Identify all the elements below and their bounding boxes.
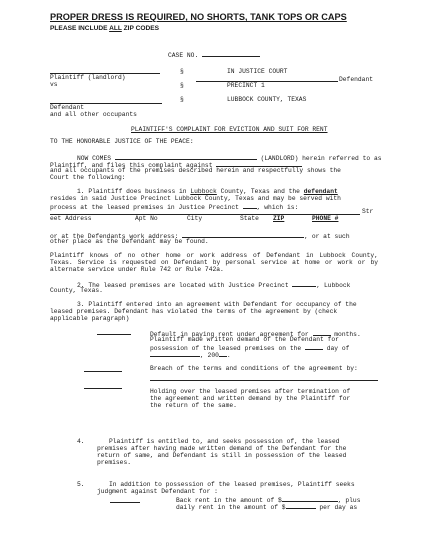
plaintiff-label: Plaintiff (landlord) — [50, 74, 126, 81]
back-rent-amount-field[interactable] — [282, 495, 338, 502]
option-breach-check[interactable] — [84, 371, 122, 372]
occupants-label: and all other occupants — [50, 111, 137, 118]
defendant-right-line[interactable] — [196, 81, 338, 82]
para2-line-1: 2. The leased premises are located with Justice Precinct , Lubbock — [77, 282, 351, 289]
daily-rent-amount-field[interactable] — [286, 502, 316, 509]
option-holdover-check[interactable] — [84, 388, 122, 389]
option-holdover-line-3: the return of the same. — [150, 402, 237, 409]
complaint-title: PLAINTIFF'S COMPLAINT FOR EVICTION AND SUIT FOR RENT — [131, 126, 328, 133]
para3-line-3: applicable paragraph) — [50, 315, 130, 322]
para5-line-2: judgment against Defendant for : — [97, 488, 218, 495]
defendant-label: Defendant — [50, 104, 85, 111]
para1-line-3: process at the leased premises in Justice Precinct , which is: — [50, 204, 299, 211]
para4-line-3: return of same, and Defendant is still in possession of the leased — [97, 452, 347, 459]
salutation: TO THE HONORABLE JUSTICE OF THE PEACE: — [50, 138, 194, 145]
precinct-field[interactable] — [243, 202, 257, 209]
para1-line-1: 1. Plaintiff does business in Lubbock County, Texas and the defendant — [77, 188, 338, 195]
address-label-str: Str — [362, 208, 374, 215]
work-address-field[interactable] — [182, 231, 304, 238]
year-field[interactable] — [219, 350, 227, 357]
section-mark: § — [180, 68, 184, 75]
back-rent-check[interactable] — [110, 502, 140, 503]
address-col-state: State — [240, 215, 259, 222]
defendant-right-label: Defendant — [339, 76, 374, 83]
address-col-street: eet Address — [50, 215, 92, 222]
option-default-check[interactable] — [97, 334, 131, 335]
court-line-3: LUBBOCK COUNTY, TEXAS — [227, 96, 307, 103]
breach-details-line[interactable] — [150, 380, 378, 381]
address-col-apt: Apt No — [135, 215, 158, 222]
precinct-field-2[interactable] — [292, 280, 316, 287]
option-holdover-line-2: the agreement and written demand by the Plaintiff for — [150, 395, 351, 402]
para4-num: 4. — [77, 438, 85, 445]
option-holdover-line-1: Holding over the leased premises after termination of — [150, 388, 351, 395]
para4-line-4: premises. — [97, 459, 132, 466]
page-subheading: PLEASE INCLUDE ALL ZIP CODES — [50, 25, 160, 32]
option-default-line-1: Default in paying rent under agreement for months. — [150, 331, 361, 338]
work-address-line-1: or at the Defendants work address: , or at such — [50, 233, 350, 240]
landlord-name-field[interactable] — [115, 153, 257, 160]
para5-line-1: In addition to possession of the leased premises, Plaintiff seeks — [109, 481, 355, 488]
option-default-line-2: Plaintiff made written demand of the Defendant for — [150, 336, 339, 343]
court-line-1: IN JUSTICE COURT — [227, 68, 288, 75]
option-default-line-3: possession of the leased premises on the day of — [150, 345, 350, 352]
para4-line-1: Plaintiff is entitled to, and seeks possession of, the leased — [109, 438, 340, 445]
para5-num: 5. — [77, 481, 85, 488]
option-breach-line: Breach of the terms and conditions of the agreement by: — [150, 365, 358, 372]
intro-line-4: Court the following: — [50, 174, 126, 181]
vs-label: vs — [50, 81, 58, 88]
para3-line-2: leased premises. Defendant has violated the terms of the agreement by (check — [50, 308, 338, 315]
work-address-line-2: other place as the Defendant may be found. — [50, 238, 209, 245]
option-default-line-4: , 200 . — [150, 350, 231, 359]
day-field[interactable] — [305, 343, 323, 350]
page-heading: PROPER DRESS IS REQUIRED, NO SHORTS, TANK TOPS OR CAPS — [50, 12, 347, 22]
para3-line-1: 3. Plaintiff entered into an agreement with Defendant for occupancy of the — [77, 301, 357, 308]
para1-line-2: resides in said Justice Precinct Lubbock County, Texas and may be served with — [50, 195, 341, 202]
para4-line-2: premises after having made written demand of the Defendant for the — [97, 445, 347, 452]
daily-rent-line: daily rent in the amount of $ per day as — [176, 504, 358, 511]
months-field[interactable] — [313, 329, 331, 336]
section-mark: § — [180, 82, 184, 89]
case-number-label: CASE NO. — [168, 50, 260, 59]
address-col-city: City — [187, 215, 203, 222]
month-field[interactable] — [150, 350, 200, 357]
defendant-name-field[interactable] — [216, 160, 302, 167]
intro-line-1: NOW COMES (LANDLORD) herein referred to as — [77, 155, 382, 162]
back-rent-line: Back rent in the amount of $ , plus — [176, 497, 361, 504]
case-number-field[interactable] — [202, 50, 260, 57]
intro-line-3: and all occupants of the premises described herein and respectfully shows the — [50, 167, 341, 174]
section-mark: § — [180, 96, 184, 103]
court-line-2: PRECINCT 1 — [227, 82, 265, 89]
address-col-phone: PHONE # — [312, 215, 339, 222]
intro-line-2: Plaintiff, and files this complaint against — [50, 160, 302, 169]
para2-line-2: County, Texas. — [50, 287, 103, 294]
address-col-zip: ZIP — [273, 215, 285, 222]
service-paragraph: Plaintiff knows of no other home or work address of Defendant in Lubbock County, Texas. Service is requested on Defendant by personal service at home or work or by alternate service under Rule 742 or Rule 742a. — [50, 252, 378, 274]
